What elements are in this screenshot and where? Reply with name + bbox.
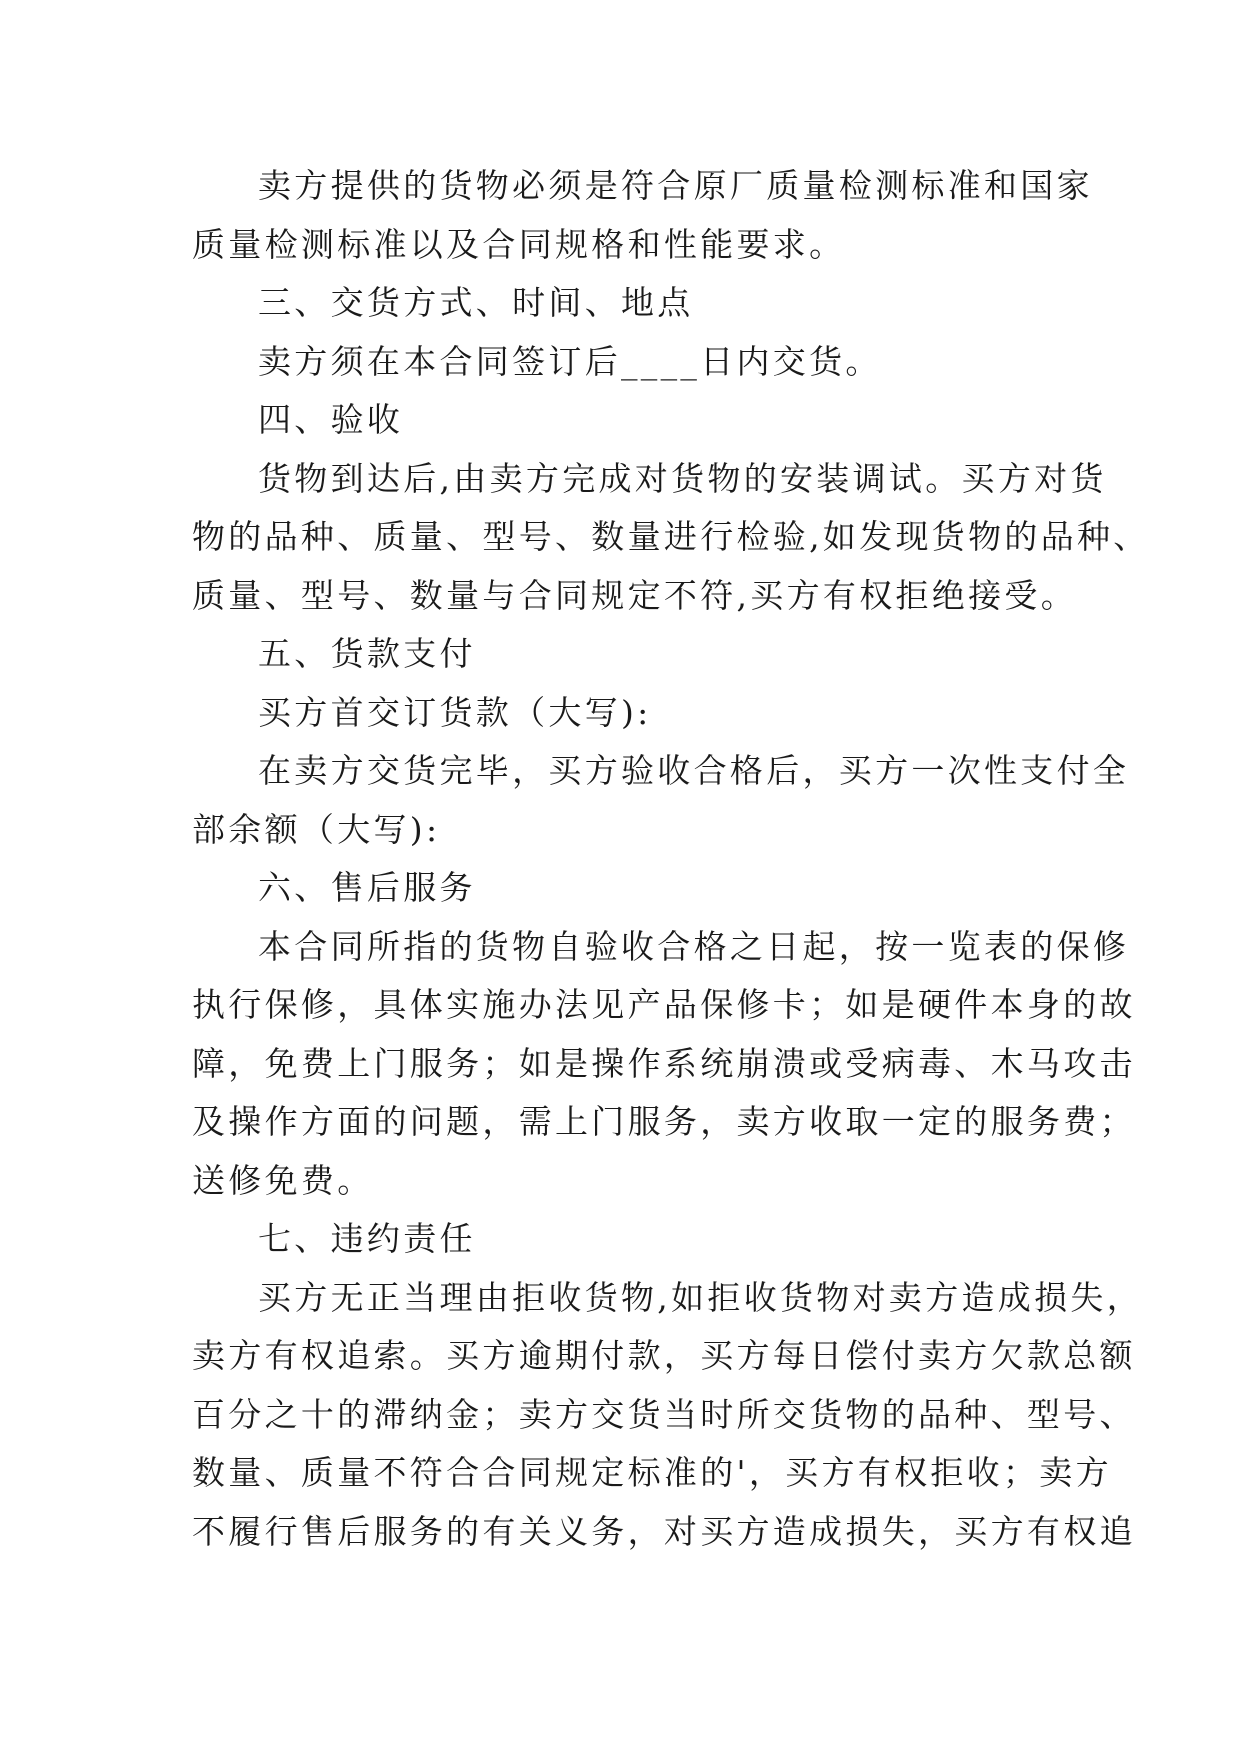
paragraph-line: 卖方须在本合同签订后____日内交货。 (258, 341, 882, 381)
paragraph-line: 物的品种、质量、型号、数量进行检验,如发现货物的品种、 (192, 517, 1150, 556)
section-heading: 四、验收 (258, 400, 404, 439)
section-heading: 六、售后服务 (258, 868, 476, 907)
paragraph-line: 部余额（大写): (192, 809, 441, 849)
paragraph-line: 卖方提供的货物必须是符合原厂质量检测标准和国家 (258, 166, 1093, 205)
section-heading: 五、货款支付 (258, 634, 476, 673)
paragraph-line: 送修免费。 (192, 1160, 374, 1200)
paragraph-line: 货物到达后,由卖方完成对货物的安装调试。买方对货 (258, 458, 1107, 498)
paragraph-line: 百分之十的滞纳金；卖方交货当时所交货物的品种、型号、 (192, 1394, 1136, 1434)
paragraph-line: 不履行售后服务的有关义务，对买方造成损失，买方有权追 (192, 1511, 1136, 1551)
section-heading: 三、交货方式、时间、地点 (258, 283, 694, 322)
paragraph-line: 在卖方交货完毕，买方验收合格后，买方一次性支付全 (258, 751, 1130, 790)
paragraph-line: 本合同所指的货物自验收合格之日起，按一览表的保修 (258, 926, 1130, 966)
paragraph-line: 质量检测标准以及合同规格和性能要求。 (192, 224, 846, 264)
document-page (192, 157, 1150, 1561)
paragraph-line: 卖方有权追索。买方逾期付款，买方每日偿付卖方欠款总额 (192, 1336, 1136, 1375)
paragraph-line: 买方无正当理由拒收货物,如拒收货物对卖方造成损失， (258, 1277, 1143, 1317)
paragraph-line: 买方首交订货款（大写): (258, 692, 652, 732)
paragraph-line: 执行保修，具体实施办法见产品保修卡；如是硬件本身的故 (192, 985, 1136, 1024)
paragraph-line: 及操作方面的问题，需上门服务，卖方收取一定的服务费； (192, 1102, 1136, 1141)
paragraph-line: 数量、质量不符合合同规定标准的'，买方有权拒收；卖方 (192, 1453, 1112, 1492)
section-heading: 七、违约责任 (258, 1219, 476, 1258)
paragraph-line: 质量、型号、数量与合同规定不符,买方有权拒绝接受。 (192, 575, 1077, 615)
paragraph-line: 障，免费上门服务；如是操作系统崩溃或受病毒、木马攻击 (192, 1043, 1136, 1083)
